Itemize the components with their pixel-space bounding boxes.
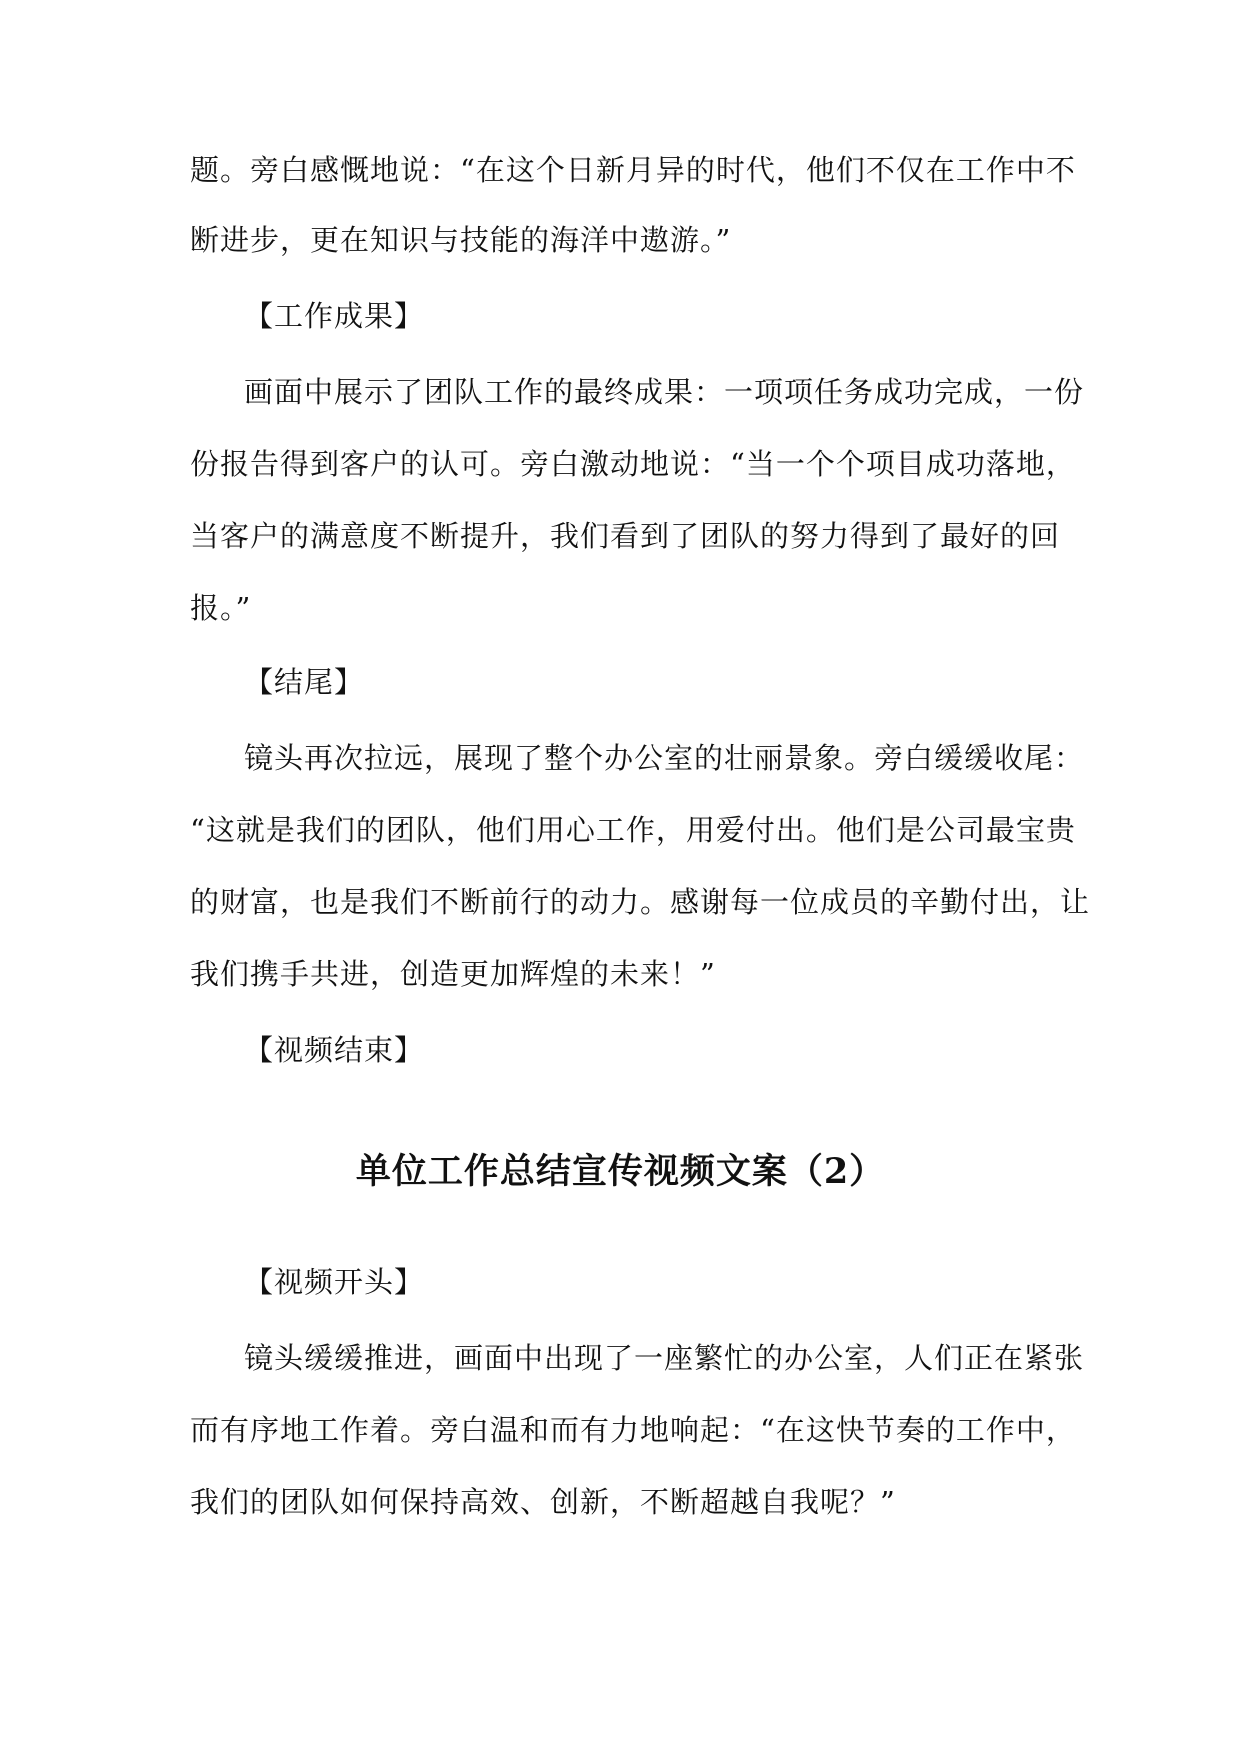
- paragraph-line: 题。旁白感慨地说：“在这个日新月异的时代，他们不仅在工作中不: [190, 153, 1076, 187]
- paragraph-line: 镜头缓缓推进，画面中出现了一座繁忙的办公室，人们正在紧张: [244, 1341, 1085, 1375]
- section-label-work-results: 【工作成果】: [244, 299, 425, 333]
- paragraph-line: “这就是我们的团队，他们用心工作，用爱付出。他们是公司最宝贵: [190, 813, 1076, 847]
- paragraph-line: 镜头再次拉远，展现了整个办公室的壮丽景象。旁白缓缓收尾：: [244, 741, 1085, 775]
- section-label-ending: 【结尾】: [244, 665, 365, 699]
- paragraph-line: 当客户的满意度不断提升，我们看到了团队的努力得到了最好的回: [190, 519, 1061, 553]
- paragraph-line: 断进步，更在知识与技能的海洋中遨游。”: [190, 223, 732, 257]
- paragraph-line: 的财富，也是我们不断前行的动力。感谢每一位成员的辛勤付出，让: [190, 885, 1091, 919]
- paragraph-line: 而有序地工作着。旁白温和而有力地响起：“在这快节奏的工作中，: [190, 1413, 1076, 1447]
- paragraph-line: 份报告得到客户的认可。旁白激动地说：“当一个个项目成功落地，: [190, 447, 1076, 481]
- paragraph-line: 我们携手共进，创造更加辉煌的未来！”: [190, 957, 716, 991]
- section-label-video-end: 【视频结束】: [244, 1033, 425, 1067]
- paragraph-line: 报。”: [190, 591, 252, 625]
- section-label-video-opening: 【视频开头】: [244, 1265, 425, 1299]
- document-heading: 单位工作总结宣传视频文案（2）: [355, 1151, 886, 1192]
- paragraph-line: 我们的团队如何保持高效、创新，不断超越自我呢？”: [190, 1485, 896, 1519]
- paragraph-line: 画面中展示了团队工作的最终成果：一项项任务成功完成，一份: [244, 375, 1085, 409]
